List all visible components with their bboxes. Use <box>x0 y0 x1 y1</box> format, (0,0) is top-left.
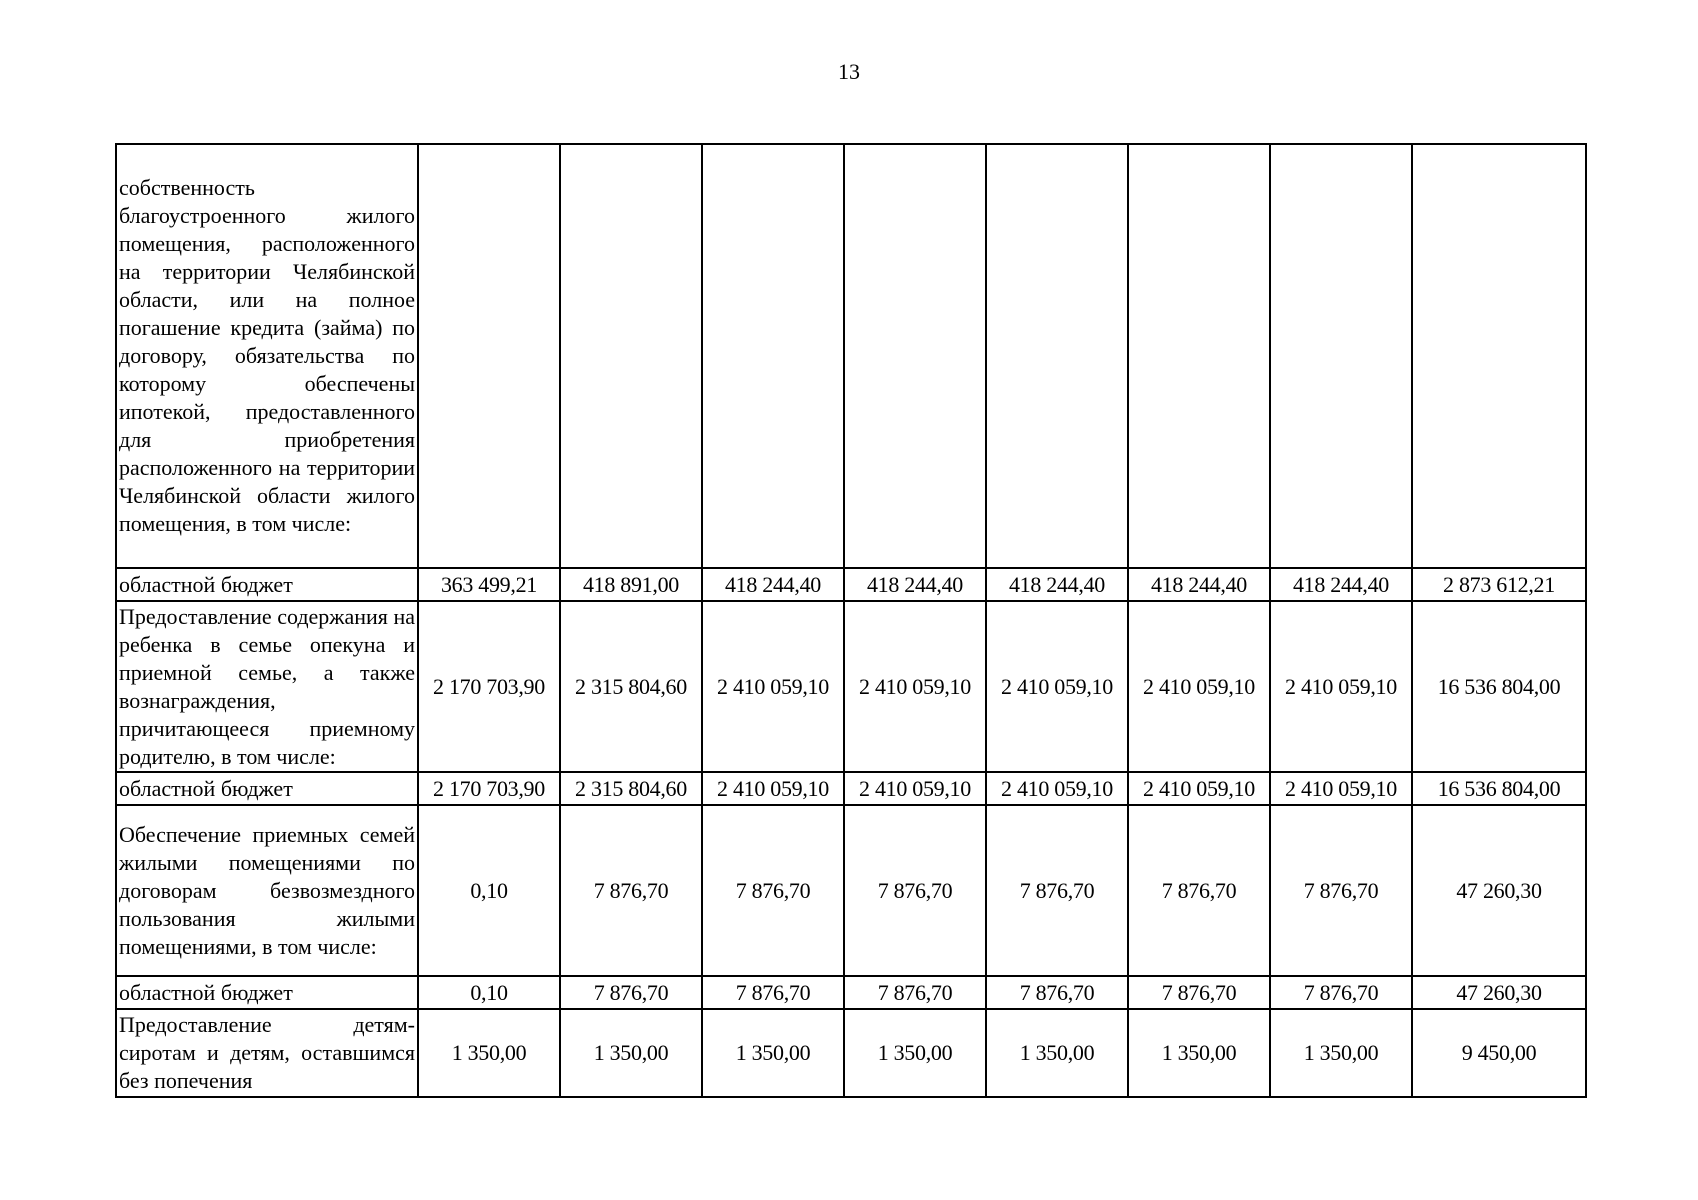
value-cell: 7 876,70 <box>1270 976 1412 1009</box>
value-cell: 418 244,40 <box>702 568 844 601</box>
row-label: Предоставление детям-сиротам и детям, оставшимся без попечения <box>116 1009 418 1097</box>
value-cell: 7 876,70 <box>844 976 986 1009</box>
total-cell: 47 260,30 <box>1412 976 1586 1009</box>
value-cell: 2 170 703,90 <box>418 772 560 805</box>
value-cell: 7 876,70 <box>844 805 986 976</box>
value-cell: 1 350,00 <box>986 1009 1128 1097</box>
value-cell: 418 244,40 <box>1128 568 1270 601</box>
value-cell: 2 410 059,10 <box>986 772 1128 805</box>
total-cell: 9 450,00 <box>1412 1009 1586 1097</box>
row-label: Обеспечение приемных семей жилыми помещениями по договорам безвозмездного пользования жилыми помещениями, в том числе: <box>116 805 418 976</box>
value-cell: 1 350,00 <box>560 1009 702 1097</box>
value-cell <box>560 144 702 568</box>
total-cell: 47 260,30 <box>1412 805 1586 976</box>
row-label: Предоставление содержания на ребенка в семье опекуна и приемной семье, а также вознаграждения, причитающееся приемному родителю, в том числе: <box>116 601 418 772</box>
table-row <box>116 805 1586 976</box>
value-cell <box>1270 144 1412 568</box>
value-cell: 2 315 804,60 <box>560 601 702 772</box>
value-cell: 1 350,00 <box>1128 1009 1270 1097</box>
table-row <box>116 144 1586 568</box>
row-label: собственность благоустроенного жилого помещения, расположенного на территории Челябинской области, или на полное погашение кредита (займа) по договору, обязательства по которому обеспечены ипотекой, предоставленного для приобретения расположенного на территории Челябинской области жилого помещения, в том числе: <box>116 144 418 568</box>
value-cell: 418 891,00 <box>560 568 702 601</box>
value-cell: 363 499,21 <box>418 568 560 601</box>
value-cell: 0,10 <box>418 976 560 1009</box>
value-cell: 2 410 059,10 <box>844 772 986 805</box>
value-cell: 0,10 <box>418 805 560 976</box>
value-cell: 2 170 703,90 <box>418 601 560 772</box>
value-cell <box>702 144 844 568</box>
value-cell <box>1128 144 1270 568</box>
value-cell: 2 410 059,10 <box>844 601 986 772</box>
value-cell: 1 350,00 <box>1270 1009 1412 1097</box>
value-cell: 2 410 059,10 <box>1128 601 1270 772</box>
page-number: 13 <box>838 59 860 84</box>
value-cell: 2 410 059,10 <box>1270 601 1412 772</box>
value-cell: 1 350,00 <box>702 1009 844 1097</box>
value-cell: 2 410 059,10 <box>1270 772 1412 805</box>
value-cell: 7 876,70 <box>1128 976 1270 1009</box>
value-cell: 7 876,70 <box>1128 805 1270 976</box>
total-cell: 16 536 804,00 <box>1412 772 1586 805</box>
value-cell: 2 315 804,60 <box>560 772 702 805</box>
table-row <box>116 976 1586 1009</box>
value-cell: 418 244,40 <box>986 568 1128 601</box>
value-cell: 2 410 059,10 <box>1128 772 1270 805</box>
row-label: областной бюджет <box>116 772 418 805</box>
value-cell <box>844 144 986 568</box>
value-cell: 1 350,00 <box>844 1009 986 1097</box>
row-label: областной бюджет <box>116 976 418 1009</box>
value-cell: 7 876,70 <box>560 805 702 976</box>
value-cell: 7 876,70 <box>560 976 702 1009</box>
total-cell: 2 873 612,21 <box>1412 568 1586 601</box>
value-cell: 418 244,40 <box>844 568 986 601</box>
value-cell: 7 876,70 <box>986 805 1128 976</box>
value-cell: 2 410 059,10 <box>702 772 844 805</box>
table-row <box>116 1009 1586 1097</box>
total-cell: 16 536 804,00 <box>1412 601 1586 772</box>
value-cell: 7 876,70 <box>986 976 1128 1009</box>
table-row <box>116 601 1586 772</box>
table-row <box>116 772 1586 805</box>
budget-table <box>115 143 1587 1098</box>
value-cell: 7 876,70 <box>1270 805 1412 976</box>
total-cell <box>1412 144 1586 568</box>
table-row <box>116 568 1586 601</box>
value-cell: 7 876,70 <box>702 976 844 1009</box>
value-cell <box>986 144 1128 568</box>
row-label: областной бюджет <box>116 568 418 601</box>
value-cell: 1 350,00 <box>418 1009 560 1097</box>
value-cell: 2 410 059,10 <box>702 601 844 772</box>
value-cell: 418 244,40 <box>1270 568 1412 601</box>
value-cell <box>418 144 560 568</box>
value-cell: 7 876,70 <box>702 805 844 976</box>
value-cell: 2 410 059,10 <box>986 601 1128 772</box>
